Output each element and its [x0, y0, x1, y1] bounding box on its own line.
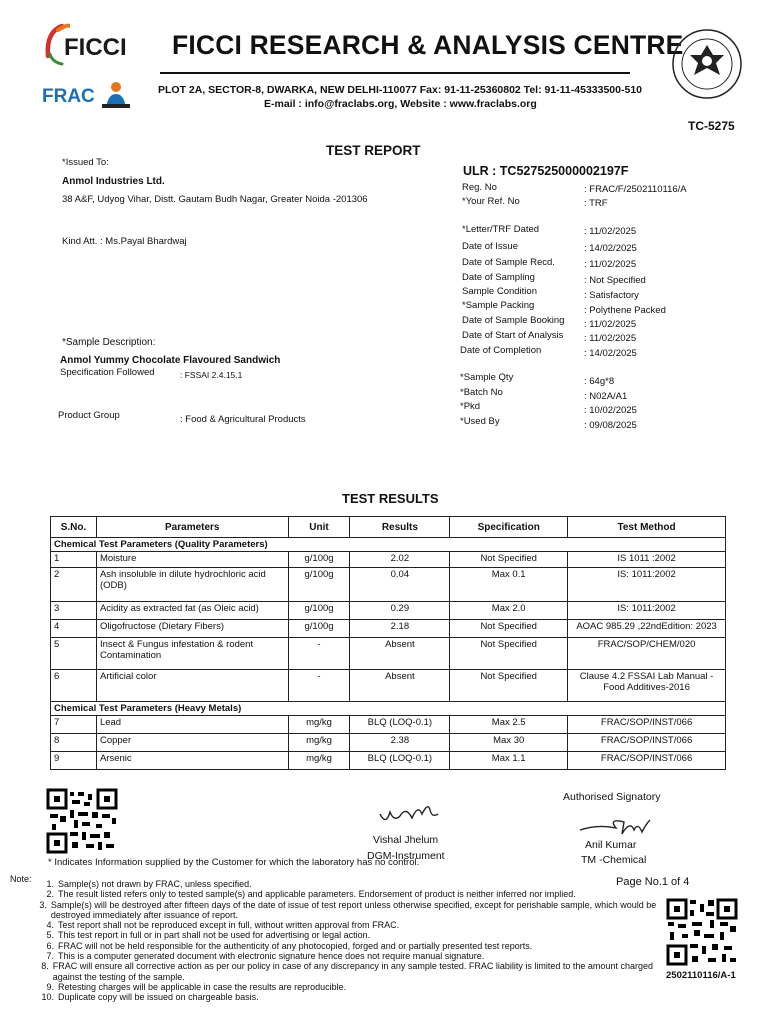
field-value: : 11/02/2025: [584, 226, 637, 237]
field-label: Date of Start of Analysis: [462, 330, 564, 341]
field-label: Reg. No: [462, 182, 497, 193]
field-label: Date of Sample Recd.: [462, 257, 555, 268]
cell-unit: mg/kg: [288, 734, 350, 752]
accreditation-code: TC-5275: [688, 119, 735, 133]
sample-description-label: *Sample Description:: [62, 337, 156, 348]
list-item: [24, 951, 658, 961]
qr-code-icon: [666, 898, 738, 966]
title-divider: [160, 72, 630, 74]
cell-unit: mg/kg: [288, 716, 350, 734]
cell-parameter: Lead: [96, 716, 288, 734]
lab-contact: E-mail : info@fraclabs.org, Website : www.fraclabs.org: [264, 98, 537, 110]
ficci-logo: [40, 22, 140, 68]
frac-logo: [42, 80, 142, 114]
cell-unit: mg/kg: [288, 752, 350, 770]
table-row: [51, 602, 726, 620]
section-title: Chemical Test Parameters (Quality Parameters): [51, 538, 726, 552]
table-row: [51, 734, 726, 752]
document-code: 2502110116/A-1: [666, 970, 736, 981]
column-header: Parameters: [96, 517, 288, 538]
list-item: [24, 941, 658, 951]
cell-method: FRAC/SOP/CHEM/020: [568, 638, 726, 670]
field-label: *Sample Packing: [462, 300, 535, 311]
note-number: 5.: [46, 930, 54, 941]
cell-parameter: Acidity as extracted fat (as Oleic acid): [96, 602, 288, 620]
page-number: Page No.1 of 4: [616, 876, 690, 888]
field-value: : 14/02/2025: [584, 348, 637, 359]
note-text: This test report in full or in part shall not be used for advertising or legal action.: [58, 930, 371, 941]
kind-attention: Kind Att. : Ms.Payal Bhardwaj: [62, 236, 187, 247]
signature-vishal-icon: [378, 800, 442, 830]
table-header-row: [51, 517, 726, 538]
section-row: [51, 538, 726, 552]
cell-method: IS: 1011:2002: [568, 602, 726, 620]
cell-result: BLQ (LOQ-0.1): [350, 752, 450, 770]
cell-parameter: Artificial color: [96, 670, 288, 702]
note-text: The result listed refers only to tested sample(s) and applicable parameters. Endorsement of product is neither inferred nor implied.: [58, 889, 576, 900]
field-label: Date of Sample Booking: [462, 315, 565, 326]
field-value: : 11/02/2025: [584, 333, 637, 344]
specification-label: Specification Followed: [60, 367, 155, 378]
cell-sno: 4: [51, 620, 97, 638]
cell-method: FRAC/SOP/INST/066: [568, 716, 726, 734]
signatory-2-name: Anil Kumar: [585, 839, 637, 851]
nabl-seal-icon: [671, 28, 743, 100]
field-value: : Not Specified: [584, 275, 646, 286]
cell-spec: Max 30: [450, 734, 568, 752]
cell-method: Clause 4.2 FSSAI Lab Manual - Food Additives-2016: [568, 670, 726, 702]
cell-sno: 9: [51, 752, 97, 770]
table-row: [51, 620, 726, 638]
table-row: [51, 552, 726, 568]
company-name: Anmol Industries Ltd.: [62, 176, 165, 187]
cell-parameter: Oligofructose (Dietary Fibers): [96, 620, 288, 638]
field-value: : 11/02/2025: [584, 319, 637, 330]
field-value: : FRAC/F/2502110116/A: [584, 184, 687, 195]
field-label: Sample Condition: [462, 286, 537, 297]
cell-sno: 8: [51, 734, 97, 752]
field-value: : 14/02/2025: [584, 243, 637, 254]
report-title: TEST REPORT: [326, 143, 421, 158]
field-value: : TRF: [584, 198, 608, 209]
section-row: [51, 702, 726, 716]
cell-sno: 5: [51, 638, 97, 670]
cell-result: 2.18: [350, 620, 450, 638]
lab-address: PLOT 2A, SECTOR-8, DWARKA, NEW DELHI-110077 Fax: 91-11-25360802 Tel: 91-11-45333500-510: [158, 84, 642, 96]
signatory-1-name: Vishal Jhelum: [373, 834, 439, 846]
list-item: [24, 982, 658, 992]
cell-spec: Not Specified: [450, 620, 568, 638]
list-item: [24, 889, 658, 899]
table-row: [51, 716, 726, 734]
field-value: : 10/02/2025: [584, 405, 637, 416]
list-item: [24, 920, 658, 930]
field-label: *Used By: [460, 416, 500, 427]
field-label: Date of Issue: [462, 241, 518, 252]
note-text: Test report shall not be reproduced except in full, without written approval from FRAC.: [58, 920, 400, 931]
cell-unit: g/100g: [288, 568, 350, 602]
note-number: 6.: [46, 940, 54, 951]
column-header: Results: [350, 517, 450, 538]
note-text: This is a computer generated document with electronic signature hence does not require manual signature.: [58, 951, 485, 962]
cell-unit: -: [288, 670, 350, 702]
cell-unit: -: [288, 638, 350, 670]
field-value: : 64g*8: [584, 376, 615, 387]
cell-parameter: Ash insoluble in dilute hydrochloric acid (ODB): [96, 568, 288, 602]
cell-spec: Not Specified: [450, 638, 568, 670]
cell-result: BLQ (LOQ-0.1): [350, 716, 450, 734]
ficci-logo-text: FICCI: [64, 34, 127, 61]
cell-unit: g/100g: [288, 552, 350, 568]
list-item: [24, 961, 658, 982]
company-address: 38 A&F, Udyog Vihar, Distt. Gautam Budh Nagar, Greater Noida -201306: [62, 194, 368, 205]
note-number: 2.: [46, 889, 54, 900]
list-item: [24, 992, 658, 1002]
cell-spec: Not Specified: [450, 670, 568, 702]
note-number: 1.: [46, 879, 54, 889]
note-label: Note:: [10, 874, 32, 884]
field-label: *Your Ref. No: [462, 196, 520, 207]
product-group-label: Product Group: [58, 410, 120, 421]
field-value: : Satisfactory: [584, 290, 639, 301]
note-number: 9.: [46, 981, 54, 992]
field-value: : N02A/A1: [584, 391, 628, 402]
cell-result: 0.29: [350, 602, 450, 620]
cell-spec: Max 1.1: [450, 752, 568, 770]
signatory-2-title: TM -Chemical: [581, 854, 647, 866]
field-value: : Polythene Packed: [584, 305, 666, 316]
cell-parameter: Copper: [96, 734, 288, 752]
specification-value: : FSSAI 2.4.15.1: [180, 370, 243, 380]
cell-result: 0.04: [350, 568, 450, 602]
cell-sno: 3: [51, 602, 97, 620]
section-title: Chemical Test Parameters (Heavy Metals): [51, 702, 726, 716]
note-number: 10.: [41, 992, 54, 1003]
field-value: : 11/02/2025: [584, 259, 637, 270]
terms-list: [24, 879, 658, 1003]
note-text: Duplicate copy will be issued on chargeable basis.: [58, 992, 259, 1003]
authorised-signatory-label: Authorised Signatory: [563, 791, 661, 803]
field-label: *Letter/TRF Dated: [462, 224, 540, 235]
frac-logo-text: FRAC: [42, 86, 95, 107]
ulr-number: ULR : TC527525000002197F: [463, 164, 629, 178]
results-title: TEST RESULTS: [342, 491, 439, 506]
field-label: *Sample Qty: [460, 372, 514, 383]
cell-unit: g/100g: [288, 602, 350, 620]
table-row: [51, 638, 726, 670]
sample-name: Anmol Yummy Chocolate Flavoured Sandwich: [60, 355, 281, 366]
cell-parameter: Arsenic: [96, 752, 288, 770]
lab-title: FICCI RESEARCH & ANALYSIS CENTRE: [172, 30, 684, 60]
cell-sno: 2: [51, 568, 97, 602]
cell-spec: Max 2.5: [450, 716, 568, 734]
cell-method: FRAC/SOP/INST/066: [568, 752, 726, 770]
column-header: Test Method: [568, 517, 726, 538]
note-number: 7.: [46, 951, 54, 962]
table-row: [51, 752, 726, 770]
signatory-1-title: DGM-Instrument: [367, 850, 445, 862]
field-label: *Pkd: [460, 401, 481, 412]
cell-method: AOAC 985.29 ,22ndEdition: 2023: [568, 620, 726, 638]
cell-spec: Max 0.1: [450, 568, 568, 602]
list-item: [24, 879, 658, 889]
cell-result: 2.38: [350, 734, 450, 752]
cell-result: Absent: [350, 670, 450, 702]
note-text: FRAC will ensure all corrective action as per our policy in case of any discrepancy in any sample tested. FRAC liability is limited to the amount charged against the testing of the sample.: [52, 961, 653, 982]
column-header: Specification: [450, 517, 568, 538]
note-number: 8.: [41, 961, 49, 972]
table-row: [51, 568, 726, 602]
cell-sno: 6: [51, 670, 97, 702]
results-table: [50, 516, 726, 770]
cell-spec: Max 2.0: [450, 602, 568, 620]
field-label: *Batch No: [460, 387, 503, 398]
note-text: Sample(s) not drawn by FRAC, unless specified.: [58, 879, 252, 889]
cell-result: Absent: [350, 638, 450, 670]
note-number: 4.: [46, 920, 54, 931]
product-group-value: : Food & Agricultural Products: [180, 414, 306, 425]
cell-sno: 7: [51, 716, 97, 734]
cell-method: FRAC/SOP/INST/066: [568, 734, 726, 752]
list-item: [24, 930, 658, 940]
note-text: Retesting charges will be applicable in case the results are reproducible.: [58, 981, 347, 992]
issued-to-label: *Issued To:: [62, 157, 109, 168]
signature-anil-icon: [578, 814, 652, 840]
field-label: Date of Sampling: [462, 272, 535, 283]
note-text: Sample(s) will be destroyed after fifteen days of the date of issue of test report unless otherwise specified, except for perishable sample, which would be destroyed immediately after issuance of report.: [50, 899, 657, 920]
note-text: FRAC will not be held responsible for the authenticity of any photocopied, forged and or partially presented test reports.: [58, 940, 533, 951]
column-header: Unit: [288, 517, 350, 538]
list-item: [24, 900, 658, 921]
cell-spec: Not Specified: [450, 552, 568, 568]
cell-result: 2.02: [350, 552, 450, 568]
note-number: 3.: [39, 899, 47, 910]
cell-method: IS: 1011:2002: [568, 568, 726, 602]
table-row: [51, 670, 726, 702]
cell-sno: 1: [51, 552, 97, 568]
cell-unit: g/100g: [288, 620, 350, 638]
cell-method: IS 1011 :2002: [568, 552, 726, 568]
cell-parameter: Insect & Fungus infestation & rodent Contamination: [96, 638, 288, 670]
cell-parameter: Moisture: [96, 552, 288, 568]
customer-note: * Indicates Information supplied by the Customer for which the laboratory has no control.: [48, 857, 420, 868]
field-value: : 09/08/2025: [584, 420, 637, 431]
column-header: S.No.: [51, 517, 97, 538]
field-label: Date of Completion: [460, 345, 542, 356]
qr-code-icon: [46, 788, 118, 854]
